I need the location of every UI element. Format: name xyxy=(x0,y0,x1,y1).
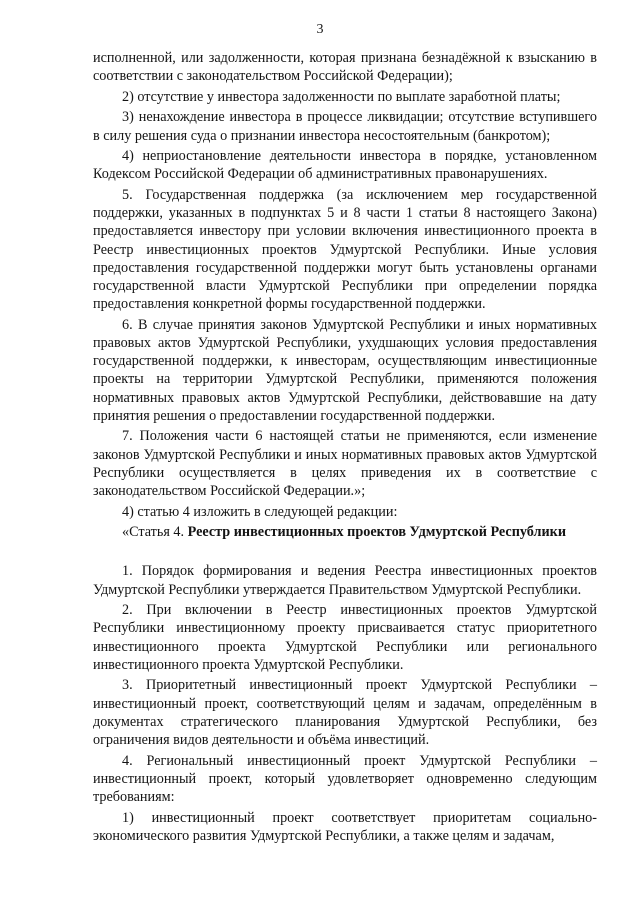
paragraph-part-7: 7. Положения части 6 настоящей статьи не применяются, если изменение законов Удмуртской Республики и иных нормативных правовых актов Удмуртской Республики осуществляется в целях приведения их в соответствие с законодательством Российской Федерации.»; xyxy=(93,428,597,500)
article-part-4: 4. Региональный инвестиционный проект Удмуртской Республики – инвестиционный проект, который удовлетворяет одновременно следующим требованиям: xyxy=(93,752,597,806)
paragraph-part-6: 6. В случае принятия законов Удмуртской Республики и иных нормативных правовых актов Удмуртской Республики, ухудшающих условия предоставления государственной поддержки, к инвесторам, осуществляющим инвестиционные проекты на территории Удмуртской Республики, применяются положения нормативных правовых актов Удмуртской Республики, действовавшие на дату принятия решения о предоставлении государственной поддержки. xyxy=(93,316,597,424)
paragraph-continued: исполненной, или задолженности, которая признана безнадёжной к взысканию в соответствии с законодательством Российской Федерации); xyxy=(93,50,597,85)
article-part-1: 1. Порядок формирования и ведения Реестра инвестиционных проектов Удмуртской Республики утверждается Правительством Удмуртской Республики. xyxy=(93,563,597,598)
article-heading xyxy=(93,523,597,541)
document-body xyxy=(93,49,597,847)
article-heading-prefix: «Статья 4. xyxy=(122,524,188,541)
page-number: 3 xyxy=(316,22,324,37)
paragraph-part-5: 5. Государственная поддержка (за исключением мер государственной поддержки, указанных в подпунктах 5 и 8 части 1 статьи 8 настоящего Закона) предоставляется инвестору при условии включения инвестиционного проекта в Реестр инвестиционных проектов Удмуртской Республики. Иные условия предоставления государственной поддержки могут быть установлены органами государственной власти Удмуртской Республики при определении порядка предоставления конкретной формы государственной поддержки. xyxy=(93,186,597,313)
article-heading-title: Реестр инвестиционных проектов Удмуртской Республики xyxy=(187,524,567,541)
paragraph-item-3: 3) ненахождение инвестора в процессе ликвидации; отсутствие вступившего в силу решения суда о признании инвестора несостоятельным (банкротом); xyxy=(93,109,597,144)
article-part-4-item-1: 1) инвестиционный проект соответствует приоритетам социально-экономического развития Удмуртской Республики, а также целям и задачам, xyxy=(93,809,597,844)
article-part-3: 3. Приоритетный инвестиционный проект Удмуртской Республики – инвестиционный проект, соответствующий целям и задачам, определённым в документах стратегического планирования Удмуртской Республики, без ограничения видов деятельности и объёма инвестиций. xyxy=(93,677,597,749)
paragraph-item-4: 4) неприостановление деятельности инвестора в порядке, установленном Кодексом Российской Федерации об административных правонарушениях. xyxy=(93,148,597,183)
paragraph-item-2: 2) отсутствие у инвестора задолженности по выплате заработной платы; xyxy=(122,88,561,105)
paragraph-amendment-4: 4) статью 4 изложить в следующей редакции: xyxy=(122,503,398,520)
article-part-2: 2. При включении в Реестр инвестиционных проектов Удмуртской Республики инвестиционному проекту присваивается статус приоритетного инвестиционного проекта Удмуртской Республики или регионального инвестиционного проекта Удмуртской Республики. xyxy=(93,602,597,673)
